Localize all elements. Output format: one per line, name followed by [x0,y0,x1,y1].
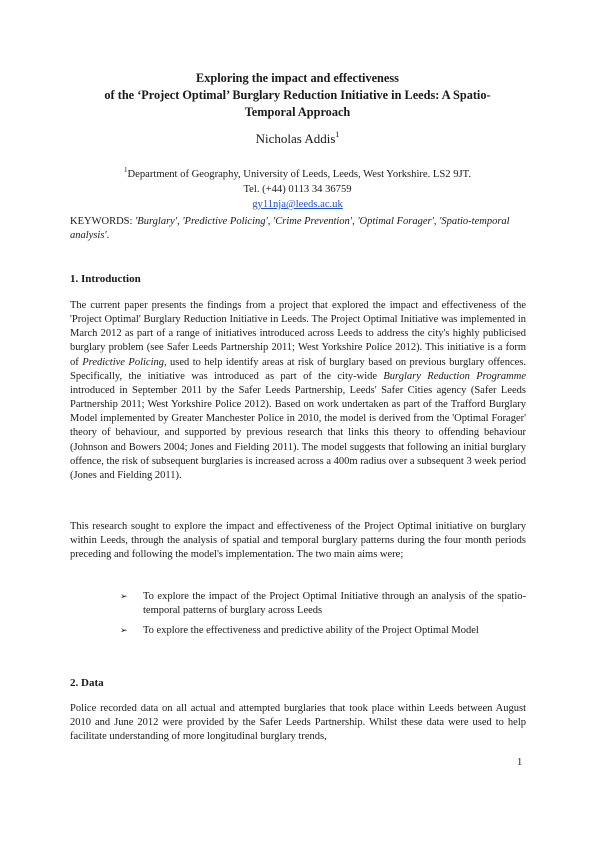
keywords [70,215,528,243]
page-number: 1 [517,757,523,768]
paper-title [60,70,535,121]
intro-p1-part-a: The current paper presents the findings from a project that explored the impact and effectiveness of the 'Project Optimal' Burglary Reduction Initiative in Leeds. The Project Optimal Initiative was implemented in March 2012 as part of a range of initiatives introduced across Leeds to address the city's highly publicised burglary problem (see Safer Leeds Partnership 2011; West Yorkshire Police 2012). This initiative is a form of [70,300,526,368]
title-line-3: Temporal Approach [244,105,351,119]
intro-p1-part-b: , used to help identify areas at risk of burglary based on previous burglary offences. Specifically, the initiative was introduced as part of the city-wide [70,356,526,382]
section-heading-data: 2. Data [70,677,104,689]
intro-paragraph-2: This research sought to explore the impact and effectiveness of the Project Optimal initiative on burglary within Leeds, through the analysis of spatial and temporal burglary patterns during the four month periods preceding and following the model's implementation. The two main aims were; [70,521,526,561]
aim-item [118,590,526,618]
keyword-1: 'Burglary' [135,216,178,227]
keyword-separator: , [177,216,183,227]
affiliation-marker: 1 [124,166,128,174]
author-email-link[interactable]: gy11nja@leeds.ac.uk [252,199,343,210]
arrow-bullet-icon: ➢ [120,626,128,637]
aims-list [118,590,526,644]
keywords-label: KEYWORDS: [70,216,136,227]
intro-p1-part-c: introduced in September 2011 by the Safer Leeds Partnership, Leeds' Safer Cities agency (Safer Leeds Partnership 2011; West Yorkshire Police 2012). Based on work undertaken as part of the Trafford Burglary Model implemented by Greater Manchester Police in 2010, the model is derived from the 'Optimal Forager' theory of behaviour, and supported by previous research that links this theory to offending behaviour (Johnson and Bowers 2004; Jones and Fielding 2011). The model suggests that following an initial burglary offence, the risk of subsequent burglaries is increased across a 400m radius over a subsequent 3 week period (Jones and Fielding 2011). [70,384,526,481]
aim-text: To explore the impact of the Project Optimal Initiative through an analysis of the spatio-temporal patterns of burglary across Leeds [143,591,526,617]
title-line-2: of the ‘Project Optimal’ Burglary Reduction Initiative in Leeds: A Spatio- [104,88,491,102]
keyword-3: 'Crime Prevention' [273,216,353,227]
keyword-separator: , [433,216,440,227]
keyword-2: 'Predictive Policing' [182,216,268,227]
aim-text: To explore the effectiveness and predictive ability of the Project Optimal Model [143,625,479,637]
keywords-end: . [106,230,110,241]
author-affil-marker: 1 [335,130,340,139]
intro-p1-emphasis-1: Predictive Policing [82,356,164,368]
affiliation-tel: Tel. (+44) 0113 34 36759 [243,184,352,195]
affiliation-dept-line [0,163,595,182]
author-line [0,127,595,147]
affiliation-block [0,163,595,212]
keyword-4: 'Optimal Forager' [357,216,434,227]
author-name: Nicholas Addis [255,131,336,146]
intro-p1-emphasis-2: Burglary Reduction Programme [383,370,526,382]
data-paragraph-1: Police recorded data on all actual and attempted burglaries that took place within Leeds between August 2010 and June 2012 were provided by the Safer Leeds Partnership. Whilst these data were used to help facilitate understanding of more longitudinal burglary trends, [70,703,526,743]
intro-paragraph-1 [70,299,526,483]
affiliation-dept: Department of Geography, University of Leeds, Leeds, West Yorkshire. LS2 9JT. [127,169,471,180]
aim-item [118,624,526,638]
keyword-separator: , [352,216,358,227]
title-line-1: Exploring the impact and effectiveness [196,71,399,85]
keyword-separator: , [267,216,274,227]
section-heading-introduction: 1. Introduction [70,273,141,285]
keyword-5: 'Spatio-temporal analysis' [70,216,510,241]
arrow-bullet-icon: ➢ [120,592,128,602]
